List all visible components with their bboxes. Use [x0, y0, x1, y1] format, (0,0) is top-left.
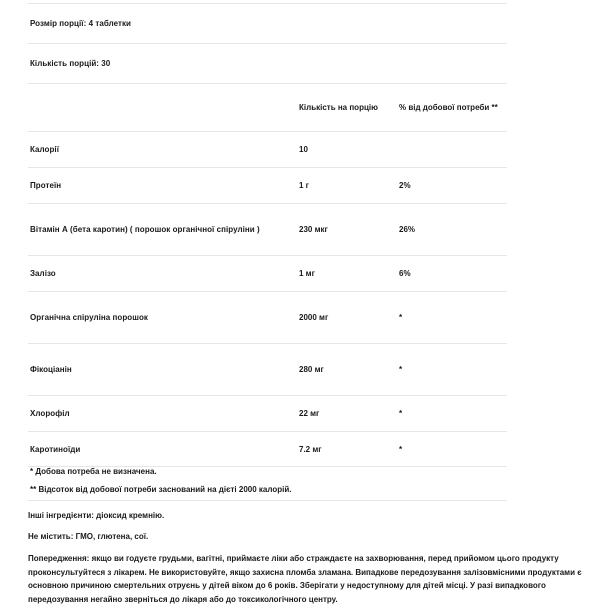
table-header-row [28, 83, 507, 131]
footnote-daily-value-not-established: * Добова потреба не визначена. [30, 467, 157, 476]
nutrient-amount: 7.2 мг [299, 444, 322, 454]
warning-text: Попередження: якщо ви годуєте грудьми, вагітні, приймаєте ліки або страждаєте на захворювання, перед прийомом цього продукту проконсультуйтеся з лікарем. Не використовуйте, якщо захисна пломба зламана. Випадкове передозування залізовмісними продуктами є основною причиною смертельних отруєнь у дітей віком до 6 років. Зберігати у недоступному для дітей місці. У разі випадкового передозування негайно зверніться до лікаря або до токсикологічного центру. [28, 554, 582, 604]
table-row [28, 255, 507, 291]
nutrient-amount: 22 мг [299, 409, 320, 418]
header-percent-daily-value: % від добової потреби ** [399, 102, 498, 112]
nutrient-name: Калорії [30, 145, 60, 154]
nutrient-amount: 230 мкг [299, 225, 328, 234]
nutrient-name: Органічна спіруліна порошок [30, 313, 148, 322]
servings-per-container-label: Кількість порцій: 30 [30, 59, 111, 68]
nutrient-dv: * [399, 365, 403, 374]
table-row [28, 131, 507, 167]
table-bottom-divider [28, 500, 507, 502]
nutrient-dv: * [399, 313, 403, 322]
nutrient-name: Протеїн [30, 181, 62, 190]
footnote-percent-basis: ** Відсоток від добової потреби заснований на дієті 2000 калорій. [30, 485, 292, 494]
table-row [28, 431, 507, 467]
table-row [28, 343, 507, 395]
nutrient-dv: * [399, 444, 403, 454]
serving-size-row [28, 3, 507, 43]
nutrient-name: Каротиноїди [30, 444, 81, 454]
nutrient-amount: 1 мг [299, 269, 315, 278]
nutrient-dv: 2% [399, 181, 411, 190]
nutrient-amount: 2000 мг [299, 313, 329, 322]
nutrient-name: Хлорофіл [30, 409, 70, 418]
nutrient-amount: 10 [299, 145, 308, 154]
nutrient-name: Вітамін А (бета каротин) ( порошок органічної спіруліни ) [30, 225, 260, 234]
servings-per-container-row [28, 43, 507, 83]
nutrient-dv: 6% [399, 269, 411, 278]
footnote-daily-value-not-established-wrap [28, 466, 507, 477]
nutrient-name: Фікоціанін [30, 365, 72, 374]
table-row [28, 395, 507, 431]
footnote-percent-basis-wrap [28, 484, 507, 495]
serving-size-label: Розмір порції: 4 таблетки [30, 19, 132, 28]
nutrient-amount: 280 мг [299, 365, 324, 374]
nutrient-name: Залізо [30, 269, 56, 278]
other-ingredients-text: Інші інгредієнти: діоксид кремнію. [28, 511, 165, 520]
table-row [28, 203, 507, 255]
table-row [28, 167, 507, 203]
table-row [28, 291, 507, 343]
header-amount-per-serving: Кількість на порцію [299, 103, 378, 112]
nutrient-amount: 1 г [299, 181, 310, 190]
free-from-text: Не містить: ГМО, глютена, сої. [28, 532, 149, 541]
nutrient-dv: * [399, 409, 403, 418]
supplement-facts-table [28, 3, 507, 467]
nutrient-dv: 26% [399, 225, 416, 234]
